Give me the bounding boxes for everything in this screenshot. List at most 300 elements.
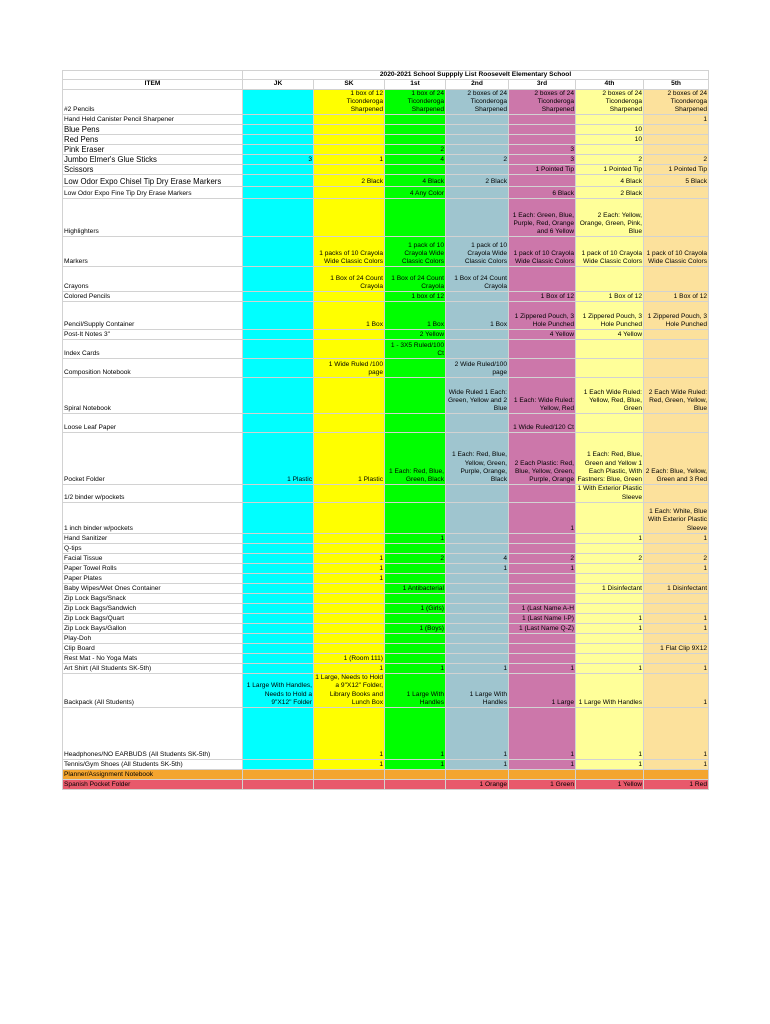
- cell-4th: 1 Yellow: [576, 780, 644, 790]
- cell-5th: [644, 544, 709, 554]
- table-row: [63, 115, 709, 125]
- cell-jk: [243, 770, 314, 780]
- cell-5th: [644, 634, 709, 644]
- cell-4th: 1 Zippered Pouch, 3 Hole Punched: [576, 302, 644, 330]
- cell-sk: 1: [314, 574, 385, 584]
- cell-5th: 1 pack of 10 Crayola Wide Classic Colors: [644, 237, 709, 267]
- table-row: [63, 624, 709, 634]
- item-name: Planner/Assignment Notebook: [63, 770, 243, 780]
- cell-1st: [385, 165, 446, 175]
- item-name: Spiral Notebook: [63, 378, 243, 414]
- cell-sk: 2 Black: [314, 175, 385, 187]
- cell-1st: 1 Box: [385, 302, 446, 330]
- cell-3rd: 4 Yellow: [509, 330, 576, 340]
- cell-5th: 1: [644, 624, 709, 634]
- cell-2nd: [446, 414, 509, 433]
- cell-3rd: 3: [509, 155, 576, 165]
- cell-jk: [243, 175, 314, 187]
- cell-sk: 1: [314, 760, 385, 770]
- cell-2nd: 1: [446, 664, 509, 674]
- cell-4th: 4 Yellow: [576, 330, 644, 340]
- cell-sk: 1 Box: [314, 302, 385, 330]
- cell-sk: [314, 187, 385, 199]
- cell-5th: 1 Disinfectant: [644, 584, 709, 594]
- cell-3rd: 1 Large: [509, 674, 576, 708]
- table-row: [63, 199, 709, 237]
- item-name: Low Odor Expo Fine Tip Dry Erase Markers: [63, 187, 243, 199]
- cell-4th: [576, 604, 644, 614]
- cell-1st: 1 pack of 10 Crayola Wide Classic Colors: [385, 237, 446, 267]
- cell-4th: 10: [576, 135, 644, 145]
- cell-1st: 4 Black: [385, 175, 446, 187]
- cell-sk: [314, 604, 385, 614]
- cell-3rd: [509, 175, 576, 187]
- cell-jk: [243, 292, 314, 302]
- cell-3rd: [509, 340, 576, 359]
- cell-3rd: [509, 770, 576, 780]
- cell-5th: 1 Flat Clip 9X12: [644, 644, 709, 654]
- cell-3rd: [509, 115, 576, 125]
- cell-3rd: [509, 594, 576, 604]
- cell-jk: [243, 654, 314, 664]
- cell-3rd: 1 Box of 12: [509, 292, 576, 302]
- cell-jk: [243, 534, 314, 544]
- cell-3rd: [509, 135, 576, 145]
- cell-1st: 1 (Girls): [385, 604, 446, 614]
- item-name: Scissors: [63, 165, 243, 175]
- cell-4th: 2: [576, 554, 644, 564]
- cell-4th: 1 pack of 10 Crayola Wide Classic Colors: [576, 237, 644, 267]
- cell-3rd: 1 Each: Wide Ruled: Yellow, Red: [509, 378, 576, 414]
- item-name: #2 Pencils: [63, 89, 243, 115]
- cell-sk: [314, 503, 385, 534]
- cell-4th: 1 Each: Red, Blue, Green and Yellow 1 Each Plastic, With Fastners: Blue, Green: [576, 433, 644, 485]
- item-name: 1 inch binder w/pockets: [63, 503, 243, 534]
- cell-2nd: [446, 135, 509, 145]
- cell-1st: [385, 644, 446, 654]
- cell-5th: [644, 770, 709, 780]
- cell-3rd: 3: [509, 145, 576, 155]
- cell-sk: [314, 644, 385, 654]
- cell-4th: 1 Pointed Tip: [576, 165, 644, 175]
- cell-3rd: 1 Green: [509, 780, 576, 790]
- cell-jk: [243, 584, 314, 594]
- cell-1st: [385, 125, 446, 135]
- cell-2nd: [446, 125, 509, 135]
- cell-2nd: 1: [446, 760, 509, 770]
- item-name: Blue Pens: [63, 125, 243, 135]
- cell-3rd: 1: [509, 760, 576, 770]
- table-row: [63, 378, 709, 414]
- table-row: [63, 89, 709, 115]
- cell-5th: [644, 135, 709, 145]
- cell-5th: [644, 414, 709, 433]
- table-row: [63, 237, 709, 267]
- cell-jk: [243, 302, 314, 330]
- item-name: Low Odor Expo Chisel Tip Dry Erase Markers: [63, 175, 243, 187]
- cell-5th: [644, 594, 709, 604]
- item-name: Zip Lock Bags/Sandwich: [63, 604, 243, 614]
- cell-2nd: [446, 624, 509, 634]
- cell-3rd: 1 (Last Name I-P): [509, 614, 576, 624]
- sheet-title: 2020-2021 School Suppply List Roosevelt Elementary School: [243, 71, 709, 80]
- cell-5th: 1 Box of 12: [644, 292, 709, 302]
- cell-3rd: 1 Each: Green, Blue, Purple, Red, Orange and 6 Yellow: [509, 199, 576, 237]
- header-jk: JK: [243, 80, 314, 89]
- table-row: [63, 175, 709, 187]
- cell-1st: [385, 485, 446, 503]
- cell-sk: [314, 340, 385, 359]
- cell-5th: 2: [644, 554, 709, 564]
- cell-2nd: [446, 292, 509, 302]
- item-name: Pencil/Supply Container: [63, 302, 243, 330]
- item-name: Index Cards: [63, 340, 243, 359]
- cell-2nd: 2 Black: [446, 175, 509, 187]
- cell-1st: 1 Antibacterial: [385, 584, 446, 594]
- cell-3rd: 1: [509, 503, 576, 534]
- cell-sk: [314, 584, 385, 594]
- cell-sk: [314, 624, 385, 634]
- table-row: [63, 267, 709, 292]
- item-name: Pink Eraser: [63, 145, 243, 155]
- cell-1st: 1 - 3X5 Ruled/100 Ct: [385, 340, 446, 359]
- cell-sk: [314, 534, 385, 544]
- cell-4th: 1 Box of 12: [576, 292, 644, 302]
- cell-3rd: [509, 485, 576, 503]
- cell-sk: [314, 378, 385, 414]
- cell-1st: [385, 378, 446, 414]
- item-name: Backpack (All Students): [63, 674, 243, 708]
- cell-5th: 1: [644, 708, 709, 760]
- cell-jk: [243, 664, 314, 674]
- table-row: [63, 664, 709, 674]
- item-name: 1/2 binder w/pockets: [63, 485, 243, 503]
- cell-4th: 1: [576, 614, 644, 624]
- item-name: Clip Board: [63, 644, 243, 654]
- cell-jk: [243, 237, 314, 267]
- cell-jk: [243, 115, 314, 125]
- cell-2nd: 1 Box: [446, 302, 509, 330]
- cell-5th: [644, 654, 709, 664]
- table-row: [63, 503, 709, 534]
- cell-1st: 2 Yellow: [385, 330, 446, 340]
- cell-3rd: 1 Zippered Pouch, 3 Hole Punched: [509, 302, 576, 330]
- cell-4th: [576, 644, 644, 654]
- cell-4th: 1 With Exterior Plastic Sleeve: [577, 485, 642, 501]
- cell-3rd: [509, 544, 576, 554]
- supply-list-body: [63, 71, 709, 790]
- cell-1st: 1 box of 12: [385, 292, 446, 302]
- table-row: [63, 125, 709, 135]
- cell-jk: [243, 780, 314, 790]
- cell-sk: 1 box of 12 Ticonderoga Sharpened: [314, 89, 385, 115]
- cell-2nd: [446, 165, 509, 175]
- cell-5th: [644, 485, 709, 503]
- item-name: Post-It Notes 3": [63, 330, 243, 340]
- table-row: [63, 414, 709, 433]
- cell-2nd: [446, 770, 509, 780]
- cell-5th: 1: [644, 115, 709, 125]
- cell-1st: [385, 544, 446, 554]
- item-name: Zip Lock Bags/Quart: [63, 614, 243, 624]
- cell-5th: 1: [644, 614, 709, 624]
- cell-jk: [243, 414, 314, 433]
- table-row: [63, 594, 709, 604]
- header-1st: 1st: [385, 80, 446, 89]
- item-name: Facial Tissue: [63, 554, 243, 564]
- cell-2nd: [446, 340, 509, 359]
- cell-2nd: [446, 594, 509, 604]
- cell-2nd: 2 Wide Ruled/100 page: [446, 359, 509, 378]
- cell-5th: [644, 125, 709, 135]
- cell-jk: [243, 604, 314, 614]
- header-item: ITEM: [63, 80, 243, 89]
- item-name: Baby Wipes/Wet Ones Container: [63, 584, 243, 594]
- cell-jk: [243, 359, 314, 378]
- cell-jk: [243, 340, 314, 359]
- cell-2nd: [446, 644, 509, 654]
- cell-3rd: 1: [509, 664, 576, 674]
- cell-jk: [243, 135, 314, 145]
- cell-1st: [385, 414, 446, 433]
- cell-jk: [243, 544, 314, 554]
- cell-1st: [385, 359, 446, 378]
- cell-5th: 2: [644, 155, 709, 165]
- cell-sk: [314, 125, 385, 135]
- cell-jk: [243, 378, 314, 414]
- cell-5th: 1: [644, 534, 709, 544]
- cell-2nd: [446, 330, 509, 340]
- cell-3rd: 1: [509, 708, 576, 760]
- table-row: [63, 644, 709, 654]
- cell-sk: 1: [314, 155, 385, 165]
- header-3rd: 3rd: [509, 80, 576, 89]
- table-row: [63, 574, 709, 584]
- table-row: [63, 564, 709, 574]
- table-row: [63, 770, 709, 780]
- item-name: Zip Lock Bags/Snack: [63, 594, 243, 604]
- cell-1st: [385, 574, 446, 584]
- cell-2nd: [446, 634, 509, 644]
- cell-4th: [576, 654, 644, 664]
- cell-1st: 4: [385, 155, 446, 165]
- cell-4th: [576, 145, 644, 155]
- table-row: [63, 634, 709, 644]
- cell-3rd: 1 (Last Name Q-Z): [509, 624, 576, 634]
- table-row: [63, 554, 709, 564]
- cell-2nd: [446, 115, 509, 125]
- cell-sk: [314, 292, 385, 302]
- cell-1st: [385, 614, 446, 624]
- table-row: [63, 292, 709, 302]
- cell-3rd: [509, 634, 576, 644]
- item-name: Pocket Folder: [63, 433, 243, 485]
- table-row: [63, 708, 709, 760]
- cell-jk: [243, 614, 314, 624]
- cell-3rd: [509, 125, 576, 135]
- cell-jk: [243, 644, 314, 654]
- cell-4th: [576, 564, 644, 574]
- cell-1st: 1: [385, 664, 446, 674]
- cell-sk: 1 (Room 111): [314, 654, 385, 664]
- table-row: [63, 135, 709, 145]
- cell-sk: 1 packs of 10 Crayola Wide Classic Colors: [314, 237, 385, 267]
- table-row: [63, 780, 709, 790]
- cell-1st: 1 Large With Handles: [385, 674, 446, 708]
- cell-2nd: [446, 145, 509, 155]
- cell-jk: [243, 634, 314, 644]
- cell-3rd: [509, 359, 576, 378]
- cell-4th: [576, 340, 644, 359]
- cell-5th: 2 Each: Blue, Yellow, Green and 3 Red: [644, 433, 709, 485]
- cell-2nd: Wide Ruled 1 Each: Green, Yellow and 2 Blue: [446, 378, 509, 414]
- cell-2nd: [446, 604, 509, 614]
- cell-4th: [576, 267, 644, 292]
- header-4th: 4th: [576, 80, 644, 89]
- cell-2nd: [446, 503, 509, 534]
- cell-5th: [644, 574, 709, 584]
- cell-3rd: 2 boxes of 24 Ticonderoga Sharpened: [509, 89, 576, 115]
- table-row: [63, 359, 709, 378]
- cell-sk: [314, 165, 385, 175]
- cell-4th: [576, 359, 644, 378]
- cell-4th: 2 Each: Yellow, Orange, Green, Pink, Blue: [576, 199, 644, 237]
- cell-1st: 1: [385, 708, 446, 760]
- cell-3rd: 1 (Last Name A-H: [509, 604, 576, 614]
- cell-2nd: [446, 614, 509, 624]
- cell-1st: 1: [385, 760, 446, 770]
- cell-2nd: [446, 534, 509, 544]
- table-row: [63, 155, 709, 165]
- item-name: Red Pens: [63, 135, 243, 145]
- cell-2nd: 1: [446, 708, 509, 760]
- cell-4th: 4 Black: [576, 175, 644, 187]
- item-name: Spanish Pocket Folder: [63, 780, 243, 790]
- cell-2nd: 1 Orange: [446, 780, 509, 790]
- table-row: [63, 187, 709, 199]
- cell-3rd: 1 Wide Ruled/120 Ct: [509, 414, 576, 433]
- cell-1st: 1: [385, 534, 446, 544]
- cell-5th: 1 Red: [644, 780, 709, 790]
- item-name: Tennis/Gym Shoes (All Students SK-5th): [63, 760, 243, 770]
- cell-jk: [243, 564, 314, 574]
- cell-1st: 1 box of 24 Ticonderoga Sharpened: [385, 89, 446, 115]
- cell-5th: [644, 145, 709, 155]
- cell-1st: [385, 503, 446, 534]
- table-row: [63, 674, 709, 708]
- cell-1st: [385, 594, 446, 604]
- cell-3rd: [509, 654, 576, 664]
- item-name: Highlighters: [63, 199, 243, 237]
- item-name: Hand Held Canister Pencil Sharpener: [63, 115, 243, 125]
- table-row: [63, 654, 709, 664]
- cell-2nd: 1 Box of 24 Count Crayola: [446, 267, 509, 292]
- cell-2nd: [446, 187, 509, 199]
- table-row: [63, 165, 709, 175]
- cell-5th: 2 Each Wide Ruled: Red, Green, Yellow, Blue: [644, 378, 709, 414]
- cell-sk: [314, 770, 385, 780]
- cell-1st: [385, 115, 446, 125]
- table-row: [63, 584, 709, 594]
- item-name: Colored Pencils: [63, 292, 243, 302]
- cell-jk: [243, 594, 314, 604]
- cell-sk: 1 Large, Needs to Hold a 9"X12" Folder, Library Books and Lunch Box: [315, 674, 383, 706]
- cell-2nd: [446, 485, 509, 503]
- item-name: Zip Lock Bays/Gallon: [63, 624, 243, 634]
- cell-2nd: [446, 584, 509, 594]
- cell-sk: [314, 544, 385, 554]
- item-name: Loose Leaf Paper: [63, 414, 243, 433]
- cell-5th: 1 Pointed Tip: [644, 165, 709, 175]
- cell-3rd: 1 Pointed Tip: [509, 165, 576, 175]
- cell-2nd: 2: [446, 155, 509, 165]
- cell-1st: [385, 654, 446, 664]
- cell-jk: [243, 760, 314, 770]
- cell-sk: [314, 414, 385, 433]
- cell-jk: 1 Plastic: [243, 433, 314, 485]
- cell-4th: 2: [576, 155, 644, 165]
- cell-4th: [576, 115, 644, 125]
- cell-jk: 1 Large With Handles, Needs to Hold a 9"X12" Folder: [243, 674, 314, 708]
- cell-4th: 1 Each Wide Ruled: Yellow, Red, Blue, Green: [576, 378, 644, 414]
- item-name: Play-Doh: [63, 634, 243, 644]
- cell-2nd: 1 Large With Handles: [446, 674, 509, 708]
- cell-4th: 1: [576, 708, 644, 760]
- cell-4th: [576, 634, 644, 644]
- cell-jk: 3: [243, 155, 314, 165]
- cell-sk: [314, 614, 385, 624]
- cell-2nd: [446, 199, 509, 237]
- cell-sk: [314, 330, 385, 340]
- cell-3rd: [509, 534, 576, 544]
- cell-4th: [576, 414, 644, 433]
- title-row: [63, 71, 709, 80]
- cell-2nd: 1 Each: Red, Blue, Yellow, Green, Purple, Orange, Black: [446, 433, 509, 485]
- table-row: [63, 302, 709, 330]
- cell-4th: 2 boxes of 24 Ticonderoga Sharpened: [576, 89, 644, 115]
- item-name: Paper Towel Rolls: [63, 564, 243, 574]
- cell-sk: [314, 780, 385, 790]
- cell-5th: [644, 187, 709, 199]
- item-name: Headphones/NO EARBUDS (All Students SK-5th): [63, 708, 243, 760]
- cell-5th: 1: [644, 564, 709, 574]
- cell-3rd: 1: [509, 564, 576, 574]
- cell-sk: 1: [314, 564, 385, 574]
- cell-jk: [243, 267, 314, 292]
- cell-1st: 1 Each: Red, Blue, Green, Black: [385, 433, 446, 485]
- cell-sk: 1: [314, 554, 385, 564]
- cell-sk: [314, 115, 385, 125]
- cell-4th: 1: [576, 534, 644, 544]
- cell-jk: [243, 89, 314, 115]
- cell-5th: 1: [644, 664, 709, 674]
- cell-1st: [385, 199, 446, 237]
- table-row: [63, 760, 709, 770]
- cell-5th: [644, 267, 709, 292]
- item-name: Markers: [63, 237, 243, 267]
- cell-3rd: 6 Black: [509, 187, 576, 199]
- cell-2nd: [446, 544, 509, 554]
- cell-jk: [243, 554, 314, 564]
- cell-5th: 1: [644, 674, 709, 708]
- cell-1st: [385, 770, 446, 780]
- table-row: [63, 604, 709, 614]
- cell-4th: [576, 544, 644, 554]
- cell-jk: [243, 624, 314, 634]
- cell-sk: [314, 594, 385, 604]
- cell-2nd: [446, 574, 509, 584]
- header-row: [63, 80, 709, 89]
